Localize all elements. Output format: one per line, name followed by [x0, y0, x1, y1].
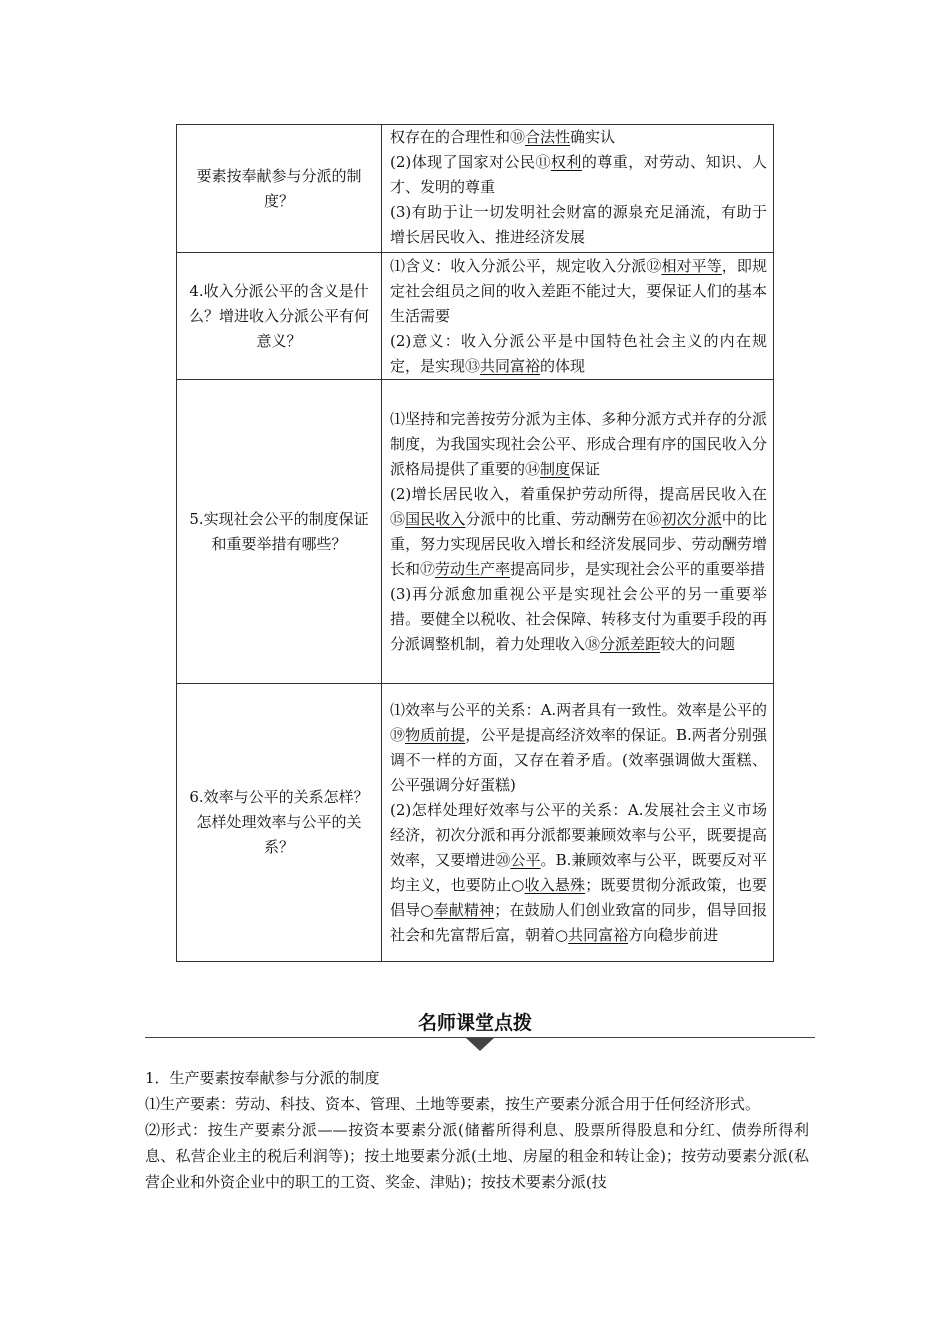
answer-text: 权存在的合理性和⑩ — [390, 128, 526, 146]
answer-text: ；在鼓励人们创业致富的同步，倡导回报社会和先富帮后富，朝着○ — [390, 900, 767, 944]
answer-text: (2)增长居民收入，着重保护劳动所得，提高居民收入在⑮ — [390, 484, 767, 528]
answer-paragraph — [390, 150, 767, 200]
answer-text: 。B.兼顾效率与公平，既要反对平均主义，也要防止○ — [390, 850, 767, 894]
answer-key-term: 共同富裕 — [480, 356, 541, 375]
answer-text: 较大的问题 — [660, 634, 736, 653]
section-body — [145, 1065, 809, 1195]
answer-text: 方向稳步前进 — [628, 925, 719, 944]
answer-paragraph — [390, 482, 767, 582]
answer-key-term: 奉献精神 — [433, 900, 495, 919]
answer-key-term: 权利 — [550, 153, 582, 171]
answer-key-term: 合法性 — [525, 128, 571, 146]
answer-text: 的尊重，对劳动、知识、人才、发明的尊重 — [390, 153, 767, 196]
answer-key-term: 公平 — [510, 850, 541, 869]
section-title: 名师课堂点拨 — [417, 1012, 532, 1034]
table-row — [177, 125, 774, 253]
answer-text: 提高同步，是实现社会公平的重要举措 — [510, 559, 766, 578]
answer-text: (3)再分派愈加重视公平是实现社会公平的另一重要举措。要健全以税收、社会保障、转移支付为重要手段的再分派调整机制，着力处理收入⑱ — [390, 584, 767, 653]
answer-key-term: 相对平等 — [661, 256, 722, 275]
answer-text: 的体现 — [540, 356, 586, 375]
answer-cell — [382, 380, 774, 684]
answer-text: 分派中的比重、劳动酬劳在⑯ — [465, 509, 662, 528]
answer-text: (2)怎样处理好效率与公平的关系：A.发展社会主义市场经济，初次分派和再分派都要兼顾效率与公平，既要提高效率，又要增进⑳ — [390, 800, 767, 869]
answer-cell — [382, 125, 774, 253]
answer-text: ⑴含义：收入分派公平，规定收入分派⑫ — [390, 256, 662, 275]
paragraph: 1．生产要素按奉献参与分派的制度 — [145, 1069, 380, 1087]
answer-cell — [382, 684, 774, 962]
table-row — [177, 380, 774, 684]
answer-paragraph — [390, 582, 767, 657]
answer-key-term: 劳动生产率 — [435, 559, 511, 578]
question-cell: 6.效率与公平的关系怎样？怎样处理效率与公平的关系？ — [177, 684, 382, 962]
answer-key-term: 制度 — [540, 459, 571, 478]
question-cell: 5.实现社会公平的制度保证和重要举措有哪些？ — [177, 380, 382, 684]
answer-text: 保证 — [570, 459, 601, 478]
answer-text: 确实认 — [570, 128, 616, 146]
paragraph: ⑵形式：按生产要素分派——按资本要素分派(储蓄所得利息、股票所得股息和分红、债券所得利息、私营企业主的税后利润等)；按土地要素分派(土地、房屋的租金和转让金)；按劳动要素分派(私营企业和外资企业中的职工的工资、奖金、津贴)；按技术要素分派(技 — [145, 1121, 809, 1191]
answer-key-term: 物质前提 — [405, 725, 466, 744]
answer-cell — [382, 253, 774, 380]
question-cell: 4.收入分派公平的含义是什么？增进收入分派公平有何意义？ — [177, 253, 382, 380]
answer-paragraph — [390, 125, 767, 150]
divider-triangle-icon — [466, 1038, 494, 1051]
answer-text: (3)有助于让一切发明社会财富的源泉充足涌流，有助于增长居民收入、推进经济发展 — [390, 203, 767, 246]
answer-key-term: 共同富裕 — [568, 925, 629, 944]
answer-key-term: 初次分派 — [661, 509, 722, 528]
answer-text: ；既要贯彻分派政策，也要倡导○ — [390, 875, 767, 919]
answer-key-term: 国民收入 — [405, 509, 466, 528]
answer-paragraph — [390, 254, 767, 329]
qa-table — [176, 124, 774, 962]
paragraph: ⑴生产要素：劳动、科技、资本、管理、土地等要素，按生产要素分派合用于任何经济形式。 — [145, 1095, 761, 1113]
answer-paragraph — [390, 798, 767, 948]
table-row — [177, 253, 774, 380]
answer-key-term: 收入悬殊 — [524, 875, 586, 894]
answer-text: ，即规定社会组员之间的收入差距不能过大，要保证人们的基本生活需要 — [390, 256, 767, 325]
answer-paragraph — [390, 200, 767, 250]
answer-text: ⑴坚持和完善按劳分派为主体、多种分派方式并存的分派制度，为我国实现社会公平、形成合理有序的国民收入分派格局提供了重要的⑭ — [390, 409, 767, 478]
answer-text: (2)意义：收入分派公平是中国特色社会主义的内在规定，是实现⑬ — [390, 331, 767, 375]
table-row — [177, 684, 774, 962]
answer-key-term: 分派差距 — [600, 634, 661, 653]
question-cell: 要素按奉献参与分派的制度？ — [177, 125, 382, 253]
answer-paragraph — [390, 329, 767, 379]
answer-text: ，公平是提高经济效率的保证。B.两者分别强调不一样的方面，又存在着矛盾。(效率强调做大蛋糕、公平强调分好蛋糕) — [390, 725, 767, 794]
answer-text: ⑴效率与公平的关系：A.两者具有一致性。效率是公平的⑲ — [390, 700, 767, 744]
answer-text: 中的比重，努力实现居民收入增长和经济发展同步、劳动酬劳增长和⑰ — [390, 509, 767, 578]
answer-paragraph — [390, 698, 767, 798]
answer-paragraph — [390, 407, 767, 482]
answer-text: (2)体现了国家对公民⑪ — [390, 153, 551, 171]
